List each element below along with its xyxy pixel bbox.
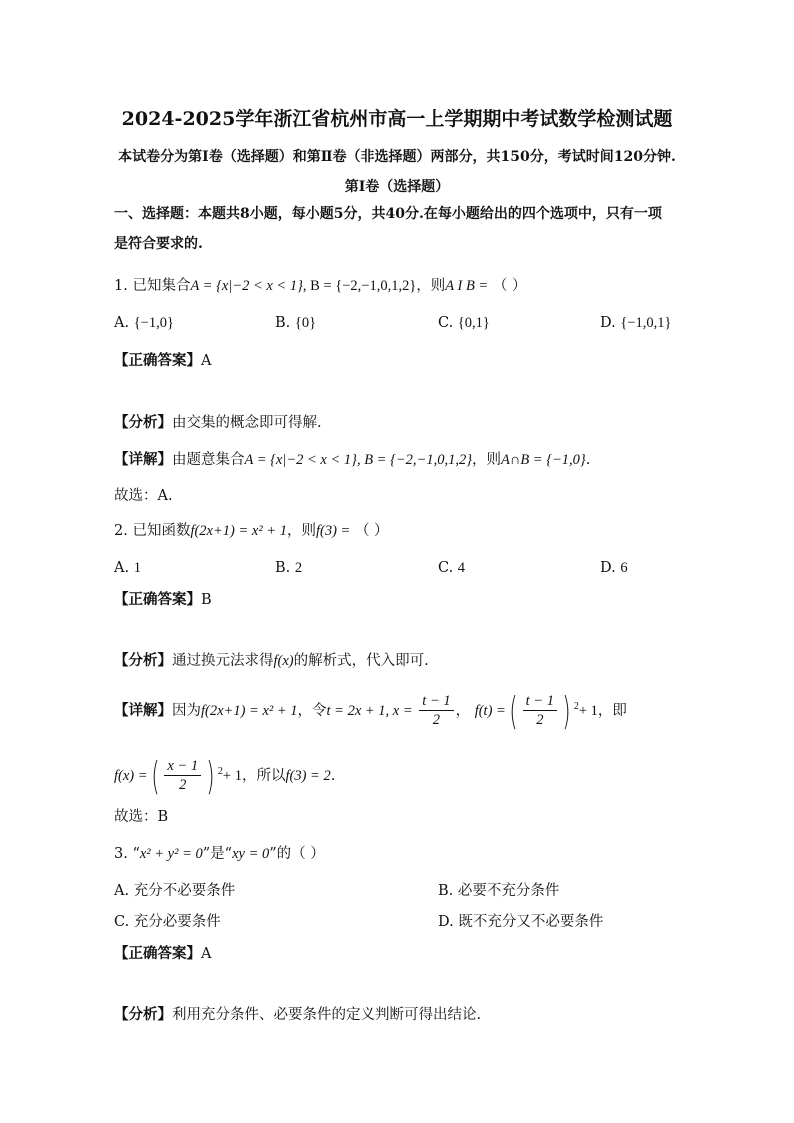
detail-plus: + 1 [222, 767, 242, 784]
detail-f3: f(3) = 2 [285, 767, 331, 784]
detail-comma: ， [455, 702, 471, 719]
detail-label: 【详解】 [114, 701, 172, 719]
instructions-line2: 是符合要求的. [114, 236, 203, 252]
option-letter: C. [114, 914, 130, 930]
option-text: {−1,0,1} [620, 315, 672, 331]
q3-cond1: x² + y² = 0 [139, 846, 203, 862]
analysis-text: 利用充分条件、必要条件的定义判断可得出结论. [172, 1007, 482, 1023]
option-text: 6 [620, 560, 628, 576]
option-letter: A. [114, 560, 130, 576]
q2-detail-line1 [114, 685, 627, 733]
option-letter: D. [600, 560, 616, 576]
option-text: {0,1} [457, 315, 490, 331]
q1-answer [114, 351, 211, 371]
q3-stem [114, 844, 325, 864]
detail-fx: f(x) = [114, 767, 148, 784]
option-letter: B. [438, 883, 454, 899]
q1-stem-prefix: 1. 已知集合 [114, 278, 191, 294]
option-text: 必要不充分条件 [457, 883, 560, 899]
q2-option-a [114, 558, 141, 578]
option-letter: C. [438, 315, 454, 331]
q3-answer [114, 944, 211, 964]
q3-stem-prefix: 3. “ [114, 846, 140, 862]
option-letter: A. [114, 883, 130, 899]
detail-text: ，则 [472, 452, 501, 468]
option-letter: B. [275, 315, 291, 331]
left-paren: ( [150, 753, 160, 798]
q3-option-b [438, 881, 559, 901]
q2-stem-prefix: 2. 已知函数 [114, 523, 191, 539]
fraction-denominator: 2 [432, 712, 441, 729]
option-text: 既不充分又不必要条件 [458, 914, 604, 930]
fraction-x [164, 757, 201, 794]
q1-analysis [114, 413, 322, 433]
section-title: 第Ⅰ卷（选择题） [344, 179, 450, 195]
q1-detail [114, 450, 590, 470]
option-text: 2 [294, 560, 303, 576]
q3-cond2: xy = 0 [232, 846, 270, 862]
option-letter: C. [438, 560, 454, 576]
fraction-denominator: 2 [179, 777, 187, 794]
q3-option-a [114, 881, 235, 901]
analysis-text: 的解析式，代入即可. [293, 653, 429, 669]
analysis-fx: f(x) [273, 653, 294, 669]
detail-label: 【详解】 [114, 451, 172, 468]
q1-stem [114, 276, 526, 296]
analysis-label: 【分析】 [114, 652, 172, 669]
answer-value: A [201, 353, 212, 369]
instructions-line1: 一、选择题：本题共8小题，每小题5分，共40分.在每小题给出的四个选项中，只有一项 [114, 206, 662, 222]
fraction-numerator: x − 1 [164, 757, 201, 776]
detail-func: f(2x+1) = x² + 1 [201, 702, 298, 719]
analysis-text: 由交集的概念即可得解. [172, 415, 322, 431]
q2-func: f(2x+1) = x² + 1 [190, 523, 287, 539]
answer-value: B [201, 592, 212, 608]
option-text: 充分必要条件 [133, 914, 221, 930]
detail-text: 由题意集合 [172, 452, 245, 468]
q1-set-b: , B = {−2,−1,0,1,2} [302, 278, 417, 294]
detail-text: ，即 [597, 702, 627, 719]
q3-option-c [114, 912, 221, 932]
option-text: 1 [133, 560, 141, 576]
square-exponent: 2 [217, 766, 223, 777]
square-exponent: 2 [573, 701, 579, 712]
fraction-numerator: t − 1 [523, 692, 557, 711]
q3-stem-suffix: ”的（ ） [269, 846, 325, 862]
right-paren: ) [562, 688, 571, 733]
fraction-numerator: t − 1 [419, 692, 453, 711]
detail-plus: + 1 [578, 702, 598, 719]
answer-label: 【正确答案】 [114, 591, 201, 608]
q1-paren: （ ） [492, 278, 527, 294]
q2-answer [114, 590, 212, 610]
q2-choice: 故选：B [114, 809, 169, 825]
exam-intro: 本试卷分为第Ⅰ卷（选择题）和第Ⅱ卷（非选择题）两部分，共150分，考试时间120分钟. [118, 149, 676, 165]
q2-option-d [600, 558, 628, 578]
answer-value: A [201, 946, 212, 962]
q2-detail-line2 [114, 750, 335, 798]
option-letter: B. [275, 560, 291, 576]
answer-label: 【正确答案】 [114, 352, 201, 369]
fraction-denominator: 2 [536, 712, 544, 729]
detail-end: . [585, 452, 591, 468]
q2-ask: f(3) = [315, 523, 351, 539]
q3-analysis [114, 1005, 481, 1025]
q2-option-b [275, 558, 302, 578]
page-title: 2024-2025学年浙江省杭州市高一上学期期中考试数学检测试题 [121, 108, 673, 130]
q2-stem [114, 521, 389, 541]
detail-text: ，所以 [241, 767, 286, 784]
q3-stem-mid: ”是“ [202, 846, 233, 862]
fraction-t [419, 692, 453, 729]
analysis-text: 通过换元法求得 [172, 653, 274, 669]
q1-option-d [600, 313, 671, 333]
q2-analysis [114, 651, 429, 671]
option-letter: D. [438, 914, 454, 930]
option-text: 4 [457, 560, 466, 576]
q1-stem-suffix: ，则 [416, 278, 446, 294]
analysis-label: 【分析】 [114, 414, 172, 431]
q2-option-c [438, 558, 465, 578]
detail-result: A∩B = {−1,0} [501, 452, 586, 468]
detail-ft: f(t) = [474, 702, 506, 719]
option-text: 充分不必要条件 [133, 883, 236, 899]
option-letter: A. [114, 315, 130, 331]
analysis-label: 【分析】 [114, 1006, 172, 1023]
q1-option-c [438, 313, 490, 333]
q1-set-a: A = {x|−2 < x < 1} [190, 278, 303, 294]
detail-sets: A = {x|−2 < x < 1}, B = {−2,−1,0,1,2} [244, 452, 472, 468]
detail-sub: t = 2x + 1, x = [326, 702, 413, 719]
option-text: {0} [294, 315, 317, 331]
q3-option-d [438, 912, 603, 932]
fraction-t2 [523, 692, 557, 729]
q1-option-b [275, 313, 316, 333]
left-paren: ( [509, 688, 518, 733]
detail-text: 因为 [172, 702, 201, 719]
q1-option-a [114, 313, 174, 333]
detail-text: ，令 [297, 702, 327, 719]
q1-expr: A I B = [445, 278, 489, 294]
q2-stem-mid: ，则 [286, 523, 316, 539]
option-text: {−1,0} [133, 315, 174, 331]
right-paren: ) [206, 753, 215, 798]
q1-choice: 故选：A. [114, 488, 173, 504]
q2-paren: （ ） [354, 523, 389, 539]
detail-end: . [330, 767, 336, 784]
answer-label: 【正确答案】 [114, 945, 201, 962]
option-letter: D. [600, 315, 616, 331]
